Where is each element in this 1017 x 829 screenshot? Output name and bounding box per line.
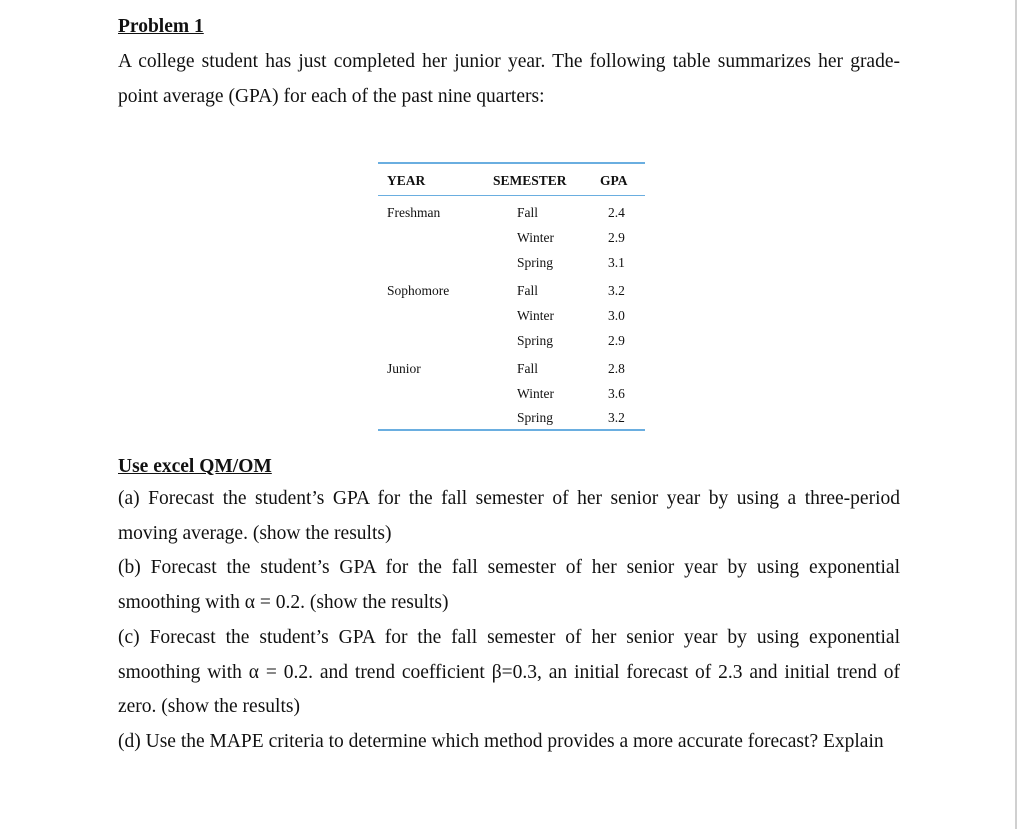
gpa-table bbox=[378, 162, 645, 431]
question-d: (d) Use the MAPE criteria to determine which method provides a more accurate forecast? Explain bbox=[118, 730, 884, 752]
cell-semester: Winter bbox=[517, 230, 554, 245]
cell-semester: Fall bbox=[517, 361, 539, 376]
instructions-section bbox=[118, 452, 900, 760]
cell-semester: Spring bbox=[517, 410, 554, 425]
header-gpa: GPA bbox=[600, 173, 628, 188]
problem-intro: A college student has just completed her junior year. The following table summarizes her grade-point average (GPA) for each of the past nine quarters: bbox=[118, 51, 900, 107]
cell-gpa: 3.6 bbox=[608, 386, 625, 401]
cell-gpa: 3.1 bbox=[608, 255, 625, 270]
question-a: (a) Forecast the student’s GPA for the fall semester of her senior year by using a three-period moving average. (show the results) bbox=[118, 488, 900, 544]
cell-gpa: 2.9 bbox=[608, 230, 625, 245]
cell-semester: Spring bbox=[517, 255, 554, 270]
cell-gpa: 3.0 bbox=[608, 308, 625, 323]
cell-semester: Winter bbox=[517, 308, 554, 323]
cell-semester: Winter bbox=[517, 386, 554, 401]
gpa-table-header bbox=[378, 164, 645, 196]
cell-gpa: 2.4 bbox=[608, 205, 625, 220]
cell-year: Freshman bbox=[387, 205, 441, 220]
cell-gpa: 2.8 bbox=[608, 361, 625, 376]
instructions-heading: Use excel QM/OM bbox=[118, 456, 272, 477]
cell-gpa: 3.2 bbox=[608, 283, 625, 298]
cell-semester: Spring bbox=[517, 333, 554, 348]
question-b: (b) Forecast the student’s GPA for the fall semester of her senior year by using exponential smoothing with α = 0.2. (show the results) bbox=[118, 557, 900, 614]
header-semester: SEMESTER bbox=[493, 173, 567, 188]
cell-gpa: 3.2 bbox=[608, 410, 625, 425]
cell-year: Junior bbox=[387, 361, 421, 376]
gpa-table-body bbox=[378, 196, 645, 429]
cell-semester: Fall bbox=[517, 205, 539, 220]
cell-semester: Fall bbox=[517, 283, 539, 298]
problem-title: Problem 1 bbox=[118, 16, 204, 37]
cell-year: Sophomore bbox=[387, 283, 450, 298]
question-c: (c) Forecast the student’s GPA for the fall semester of her senior year by using exponential smoothing with α = 0.2. and trend coefficient β=0.3, an initial forecast of 2.3 and initial trend of zero. (show the results) bbox=[118, 626, 900, 718]
cell-gpa: 2.9 bbox=[608, 333, 625, 348]
header-year: YEAR bbox=[387, 173, 426, 188]
